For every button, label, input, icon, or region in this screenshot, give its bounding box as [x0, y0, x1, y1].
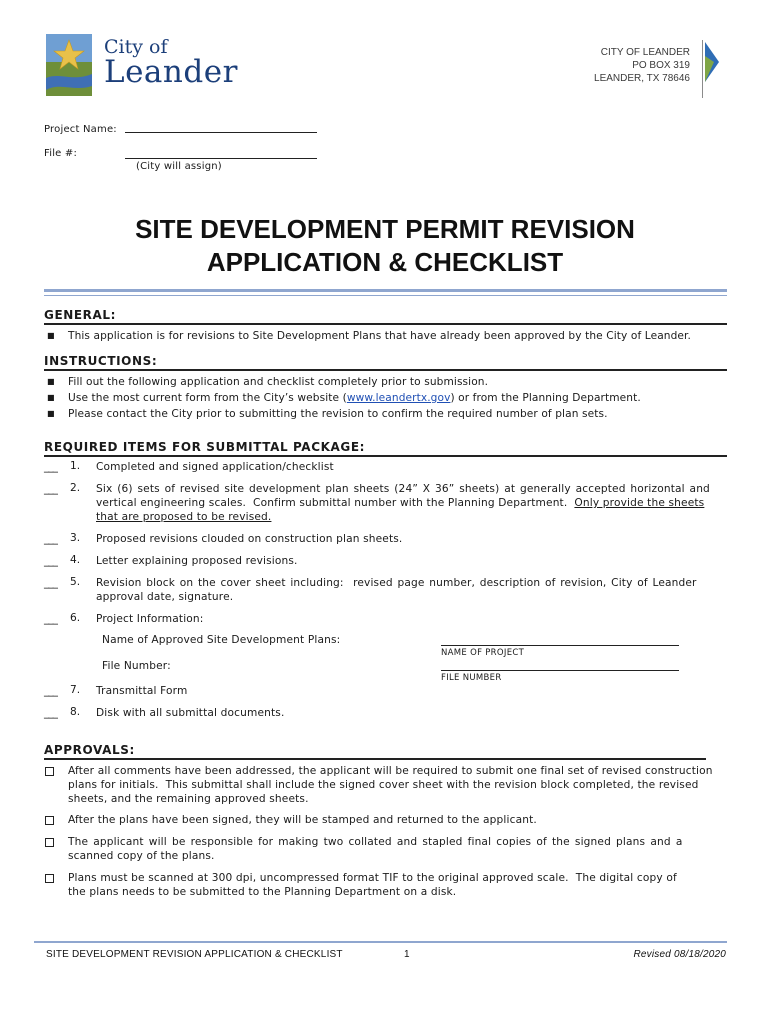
- file-number-field[interactable]: [125, 146, 317, 159]
- project-name-field[interactable]: [125, 120, 317, 133]
- checklist-blank[interactable]: ___: [44, 483, 57, 495]
- document-title-line1: SITE DEVELOPMENT PERMIT REVISION: [135, 214, 635, 244]
- required-item-4: Letter explaining proposed revisions.: [96, 555, 298, 567]
- file-number-item-label: File Number:: [102, 660, 171, 672]
- item-number: 7.: [70, 684, 81, 696]
- required-item-5-line1: Revision block on the cover sheet including: revised page number, description of revision, City of Leander: [96, 577, 697, 589]
- approval-item-3-line2: scanned copy of the plans.: [68, 850, 215, 862]
- logo-text-line2: Leander: [104, 54, 238, 90]
- footer-rule: [34, 941, 727, 943]
- approval-checkbox[interactable]: [45, 816, 54, 825]
- checklist-blank[interactable]: ___: [44, 613, 57, 625]
- approved-plans-name-label: Name of Approved Site Development Plans:: [102, 634, 341, 646]
- bullet-icon: ■: [47, 377, 55, 386]
- required-item-2-line2: [96, 496, 704, 510]
- file-number-label: File #:: [44, 148, 78, 159]
- checklist-blank[interactable]: ___: [44, 555, 57, 567]
- address-block: [560, 46, 690, 85]
- item-number: 1.: [70, 460, 81, 472]
- general-rule: [44, 323, 727, 325]
- item-number: 6.: [70, 612, 81, 624]
- city-logo: [46, 34, 246, 98]
- approval-item-4-line2: the plans needs to be submitted to the Planning Department on a disk.: [68, 886, 457, 898]
- footer-page-number: 1: [404, 949, 410, 960]
- required-items-rule: [44, 455, 727, 457]
- bullet-icon: ■: [47, 393, 55, 402]
- footer-title: SITE DEVELOPMENT REVISION APPLICATION & CHECKLIST: [46, 949, 343, 960]
- approved-plans-name-caption: NAME OF PROJECT: [441, 648, 525, 658]
- address-line3: LEANDER, TX 78646: [594, 73, 690, 84]
- instructions-heading: INSTRUCTIONS:: [44, 354, 158, 368]
- required-item-7: Transmittal Form: [96, 685, 188, 697]
- title-rule-thin: [44, 295, 727, 296]
- general-item: This application is for revisions to Site Development Plans that have already been approved by the City of Leander.: [68, 330, 691, 342]
- required-items-heading: REQUIRED ITEMS FOR SUBMITTAL PACKAGE:: [44, 440, 366, 454]
- city-website-link[interactable]: www.leandertx.gov: [346, 392, 451, 404]
- title-rule: [44, 289, 727, 292]
- approval-checkbox[interactable]: [45, 874, 54, 883]
- document-title-line2: APPLICATION & CHECKLIST: [206, 247, 564, 277]
- required-item-8: Disk with all submittal documents.: [96, 707, 285, 719]
- logo-text-line1: City of: [104, 36, 168, 58]
- approval-item-4-line1: Plans must be scanned at 300 dpi, uncompressed format TIF to the original approved scale. The digital copy of: [68, 872, 677, 884]
- file-number-item-field[interactable]: [441, 658, 679, 671]
- instructions-item-2-after: ) or from the Planning Department.: [450, 392, 641, 404]
- required-item-2-emphasis: Only provide the sheets: [574, 497, 705, 509]
- general-heading: GENERAL:: [44, 308, 117, 322]
- required-item-2-line1: Six (6) sets of revised site development plan sheets (24” X 36” sheets) at generally accepted horizontal and: [96, 483, 710, 495]
- checklist-blank[interactable]: ___: [44, 461, 57, 473]
- address-line2: PO BOX 319: [632, 60, 690, 71]
- item-number: 3.: [70, 532, 81, 544]
- required-item-1: Completed and signed application/checklist: [96, 461, 334, 473]
- item-number: 8.: [70, 706, 81, 718]
- item-number: 5.: [70, 576, 81, 588]
- checklist-blank[interactable]: ___: [44, 685, 57, 697]
- required-item-6: Project Information:: [96, 613, 204, 625]
- project-name-label: Project Name:: [44, 124, 117, 135]
- approval-item-1-line3: sheets, and the remaining approved sheets.: [68, 793, 309, 805]
- instructions-item-1: Fill out the following application and checklist completely prior to submission.: [68, 376, 489, 388]
- bullet-icon: ■: [47, 409, 55, 418]
- instructions-rule: [44, 369, 727, 371]
- approval-item-1-line2: plans for initials. This submittal shall include the signed cover sheet with the revision block completed, the revised: [68, 779, 699, 791]
- checklist-blank[interactable]: ___: [44, 577, 57, 589]
- address-flag-icon: [705, 42, 719, 82]
- approval-item-3-line1: The applicant will be responsible for making two collated and stapled final copies of the signed plans and a: [68, 836, 683, 848]
- checklist-blank[interactable]: ___: [44, 707, 57, 719]
- approvals-rule: [44, 758, 706, 760]
- file-number-item-caption: FILE NUMBER: [441, 673, 502, 683]
- bullet-icon: ■: [47, 331, 55, 340]
- approved-plans-name-field[interactable]: [441, 633, 679, 646]
- address-divider: [702, 40, 703, 98]
- city-logo-mark: [46, 34, 92, 96]
- approval-item-2: After the plans have been signed, they will be stamped and returned to the applicant.: [68, 814, 537, 826]
- required-item-5-line2: approval date, signature.: [96, 591, 234, 603]
- instructions-item-2: [68, 391, 641, 405]
- approval-item-1-line1: After all comments have been addressed, the applicant will be required to submit one final set of revised construction: [68, 765, 713, 777]
- approval-checkbox[interactable]: [45, 767, 54, 776]
- checklist-blank[interactable]: ___: [44, 533, 57, 545]
- required-item-3: Proposed revisions clouded on construction plan sheets.: [96, 533, 403, 545]
- approval-checkbox[interactable]: [45, 838, 54, 847]
- approvals-heading: APPROVALS:: [44, 743, 135, 757]
- instructions-item-3: Please contact the City prior to submitting the revision to confirm the required number of plan sets.: [68, 408, 608, 420]
- footer-revised-date: Revised 08/18/2020: [633, 949, 726, 960]
- address-line1: CITY OF LEANDER: [600, 47, 690, 58]
- item-number: 4.: [70, 554, 81, 566]
- required-item-2-line2a: vertical engineering scales. Confirm submittal number with the Planning Department.: [96, 497, 575, 509]
- instructions-item-2-before: Use the most current form from the City’s website (: [68, 392, 347, 404]
- required-item-2-line3: that are proposed to be revised.: [96, 511, 272, 523]
- item-number: 2.: [70, 482, 81, 494]
- file-number-note: (City will assign): [136, 161, 222, 172]
